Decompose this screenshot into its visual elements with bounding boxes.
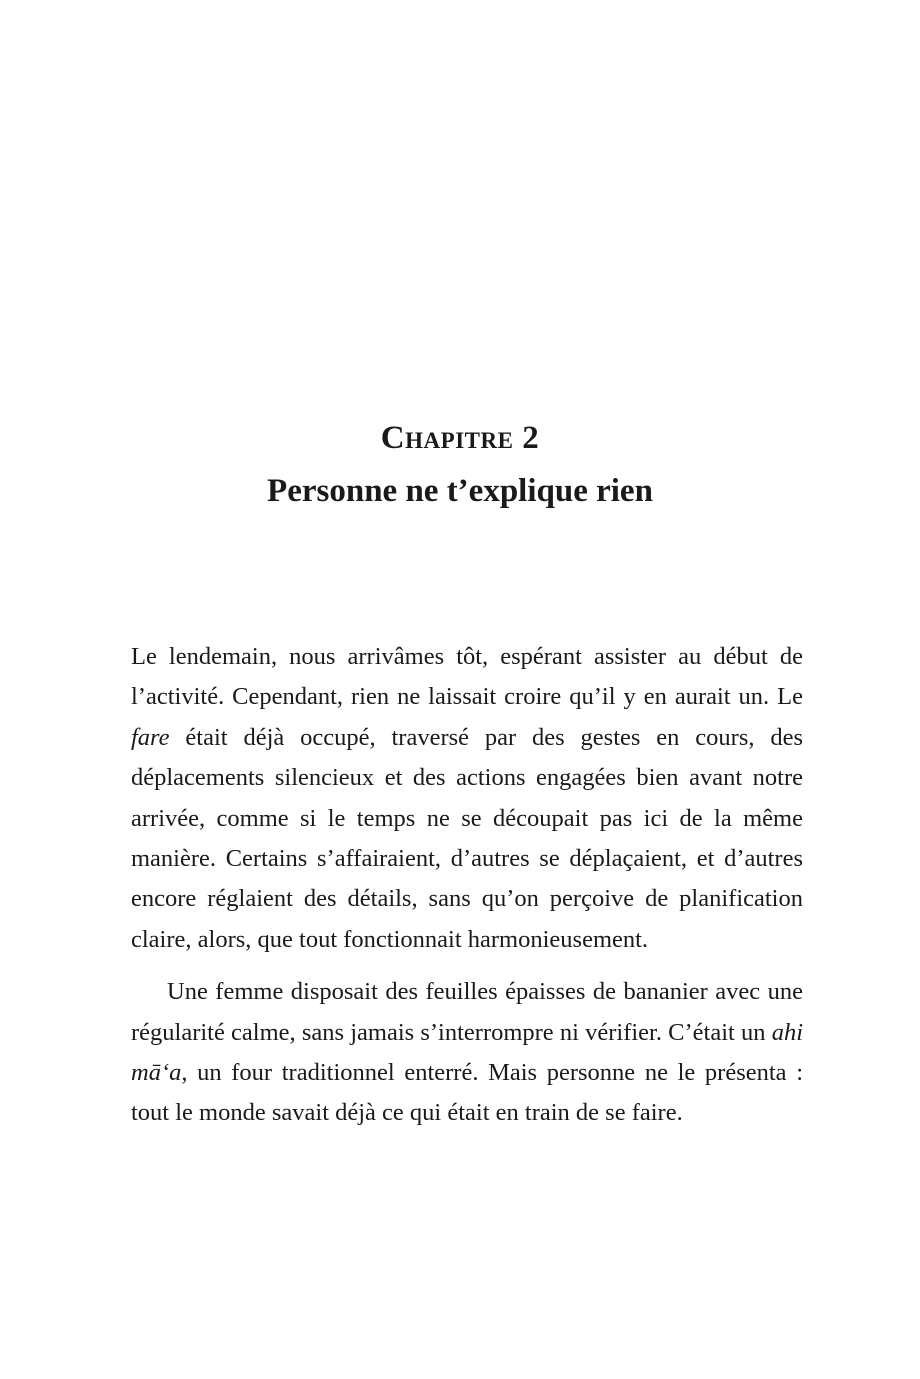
chapter-label bbox=[0, 415, 920, 461]
paragraph-1-text-b: était déjà occupé, traversé par des gestes en cours, des déplacements silencieux et des actions engagées bien avant notre arrivée, comme si le temps ne se découpait pas ici de la même manière. Certains s’affairaient, d’autres se déplaçaient, et d’autres encore réglaient des détails, sans qu’on perçoive de planification claire, alors, que tout fonctionnait harmonieusement. bbox=[131, 723, 803, 953]
paragraph-2-italic: ahi māʻa bbox=[131, 1018, 803, 1087]
paragraph-2 bbox=[131, 972, 803, 1134]
chapter-label-initial: C bbox=[380, 420, 406, 456]
chapter-header bbox=[0, 415, 920, 516]
paragraph-1 bbox=[131, 637, 803, 960]
chapter-number: 2 bbox=[522, 420, 540, 456]
paragraph-2-text-b: , un four traditionnel enterré. Mais personne ne le présenta : tout le monde savait déjà ce qui était en train de se faire. bbox=[131, 1059, 803, 1127]
paragraph-1-italic: fare bbox=[131, 723, 170, 751]
paragraph-2-text-a: Une femme disposait des feuilles épaisses de bananier avec une régularité calme, sans jamais s’interrompre ni vérifier. C’était un bbox=[131, 978, 803, 1046]
paragraph-1-text-a: Le lendemain, nous arrivâmes tôt, espérant assister au début de l’activité. Cependant, rien ne laissait croire qu’il y en aurait un. Le bbox=[131, 643, 803, 711]
chapter-label-rest: hapitre bbox=[405, 420, 514, 456]
chapter-title: Personne ne t’explique rien bbox=[267, 473, 653, 509]
body-text bbox=[131, 637, 803, 1134]
